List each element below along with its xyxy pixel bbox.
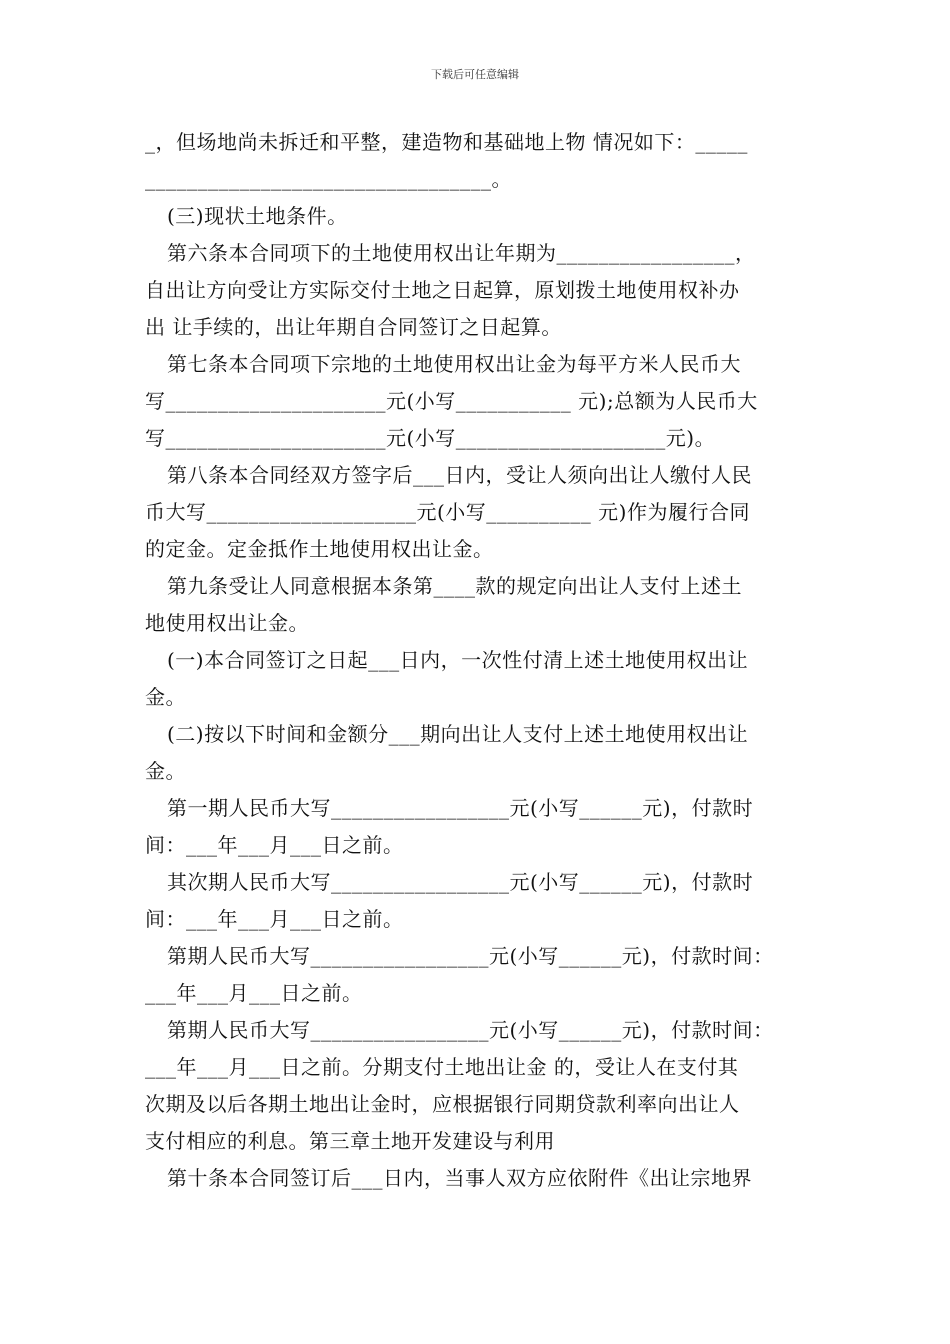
text-line: 第六条本合同项下的土地使用权出让年期为_________________， — [167, 241, 756, 265]
text-line: 地使用权出让金。 — [145, 611, 309, 635]
page-header: 下载后可任意编辑 — [431, 68, 519, 81]
text-line: 自出让方向受让方实际交付土地之日起算，原划拨土地使用权补办 — [145, 278, 740, 302]
text-line: 金。 — [145, 759, 186, 783]
text-line: 币大写____________________元(小写__________ 元)作为履行合同 — [145, 500, 750, 524]
text-line: 的定金。定金抵作土地使用权出让金。 — [145, 537, 494, 561]
text-line: 间：___年___月___日之前。 — [145, 907, 404, 931]
text-line: 写_____________________元(小写___________ 元);总额为人民币大 — [145, 389, 758, 413]
text-line: 第期人民币大写_________________元(小写______元)，付款时间： — [167, 1018, 774, 1042]
text-line: 金。 — [145, 685, 186, 709]
text-line: 第期人民币大写_________________元(小写______元)，付款时间： — [167, 944, 774, 968]
text-line: (二)按以下时间和金额分___期向出让人支付上述土地使用权出让 — [167, 722, 749, 746]
text-line: 间：___年___月___日之前。 — [145, 833, 404, 857]
text-line: 第一期人民币大写_________________元(小写______元)，付款时 — [167, 796, 754, 820]
text-line: (一)本合同签订之日起___日内，一次性付清上述土地使用权出让 — [167, 648, 749, 672]
text-line: _，但场地尚未拆迁和平整，建造物和基础地上物 情况如下：_____ — [145, 130, 748, 154]
document-body — [145, 124, 811, 1197]
text-line: 第十条本合同签订后___日内，当事人双方应依附件《出让宗地界 — [167, 1166, 752, 1190]
text-line: (三)现状土地条件。 — [167, 204, 348, 228]
text-line: 次期及以后各期土地出让金时，应根据银行同期贷款利率向出让人 — [145, 1092, 740, 1116]
text-line: 其次期人民币大写_________________元(小写______元)，付款时 — [167, 870, 754, 894]
text-line: 第九条受让人同意根据本条第____款的规定向出让人支付上述土 — [167, 574, 742, 598]
text-line: 支付相应的利息。第三章土地开发建设与利用 — [145, 1129, 555, 1153]
text-line: 第七条本合同项下宗地的土地使用权出让金为每平方米人民币大 — [167, 352, 741, 376]
text-line: 出 让手续的，出让年期自合同签订之日起算。 — [145, 315, 562, 339]
text-line: 写_____________________元(小写____________________元)。 — [145, 426, 716, 450]
text-line: ___年___月___日之前。 — [145, 981, 363, 1005]
text-line: ___年___月___日之前。分期支付土地出让金 的，受让人在支付其 — [145, 1055, 739, 1079]
text-line: _________________________________。 — [145, 167, 512, 191]
text-line: 第八条本合同经双方签字后___日内，受让人须向出让人缴付人民 — [167, 463, 752, 487]
